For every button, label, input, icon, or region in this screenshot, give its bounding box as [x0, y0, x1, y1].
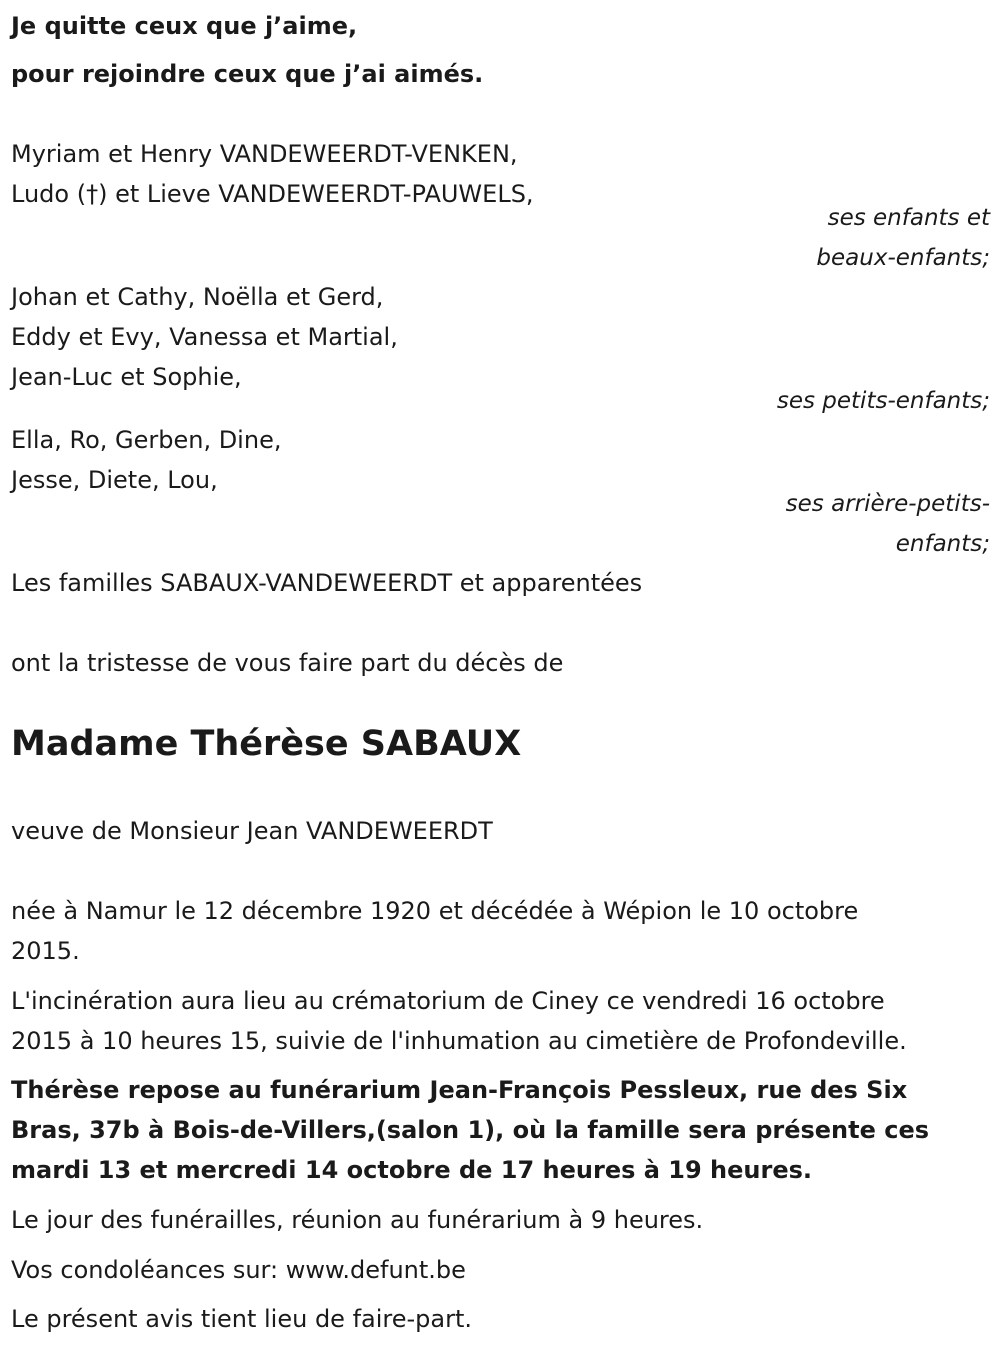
children-role-1: ses enfants et — [827, 205, 990, 231]
quote-line-2: pour rejoindre ceux que j’ai aimés. — [11, 60, 484, 88]
notice: Le présent avis tient lieu de faire-part. — [11, 1305, 473, 1333]
funeral-day-meeting: Le jour des funérailles, réunion au funérarium à 9 heures. — [11, 1206, 704, 1234]
grandchildren-line-2: Eddy et Evy, Vanessa et Martial, — [11, 323, 398, 351]
children-line-1: Myriam et Henry VANDEWEERDT-VENKEN, — [11, 140, 518, 168]
cremation-line-1: L'incinération aura lieu au crématorium de Ciney ce vendredi 16 octobre — [11, 987, 885, 1015]
condolences: Vos condoléances sur: www.defunt.be — [11, 1256, 466, 1284]
families: Les familles SABAUX-VANDEWEERDT et apparentées — [11, 569, 643, 597]
grandchildren-role: ses petits-enfants; — [776, 388, 990, 414]
cremation-line-2: 2015 à 10 heures 15, suivie de l'inhumation au cimetière de Profondeville. — [11, 1027, 907, 1055]
funerarium-line-3: mardi 13 et mercredi 14 octobre de 17 heures à 19 heures. — [11, 1156, 812, 1184]
quote-line-1: Je quitte ceux que j’aime, — [11, 12, 358, 40]
great-grandchildren-line-1: Ella, Ro, Gerben, Dine, — [11, 426, 282, 454]
funerarium-line-2: Bras, 37b à Bois-de-Villers,(salon 1), où la famille sera présente ces — [11, 1116, 930, 1144]
birth-death-line-2: 2015. — [11, 937, 80, 965]
deceased-name: Madame Thérèse SABAUX — [11, 724, 522, 764]
grandchildren-line-1: Johan et Cathy, Noëlla et Gerd, — [11, 283, 384, 311]
children-line-2: Ludo (†) et Lieve VANDEWEERDT-PAUWELS, — [11, 180, 534, 208]
widow-of: veuve de Monsieur Jean VANDEWEERDT — [11, 817, 493, 845]
children-role-2: beaux-enfants; — [816, 245, 990, 271]
announcement: ont la tristesse de vous faire part du décès de — [11, 649, 564, 677]
great-grandchildren-line-2: Jesse, Diete, Lou, — [11, 466, 218, 494]
great-grandchildren-role-1: ses arrière-petits- — [785, 491, 990, 517]
great-grandchildren-role-2: enfants; — [895, 531, 990, 557]
grandchildren-line-3: Jean-Luc et Sophie, — [11, 363, 242, 391]
birth-death-line-1: née à Namur le 12 décembre 1920 et décédée à Wépion le 10 octobre — [11, 897, 859, 925]
funerarium-line-1: Thérèse repose au funérarium Jean-François Pessleux, rue des Six — [11, 1076, 908, 1104]
